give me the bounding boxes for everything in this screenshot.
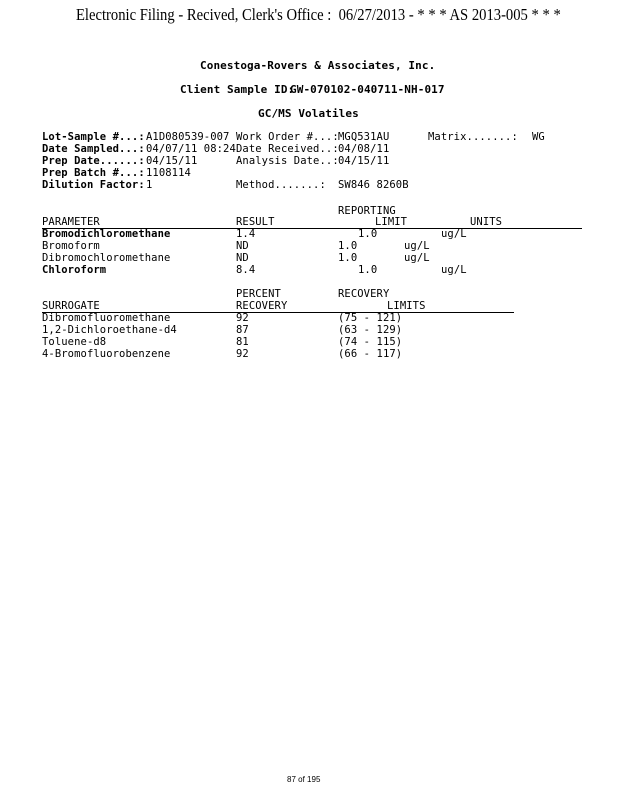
- parameter-name: Bromoform: [42, 240, 100, 252]
- col-result: RESULT: [236, 216, 275, 228]
- result-value: ND: [236, 240, 249, 252]
- date-received-value: 04/08/11: [338, 143, 390, 155]
- recovery-value: 92: [236, 348, 249, 360]
- col-percent-1: PERCENT: [236, 288, 281, 300]
- parameter-name: Chloroform: [42, 264, 107, 276]
- surrogate-name: Dibromofluoromethane: [42, 312, 171, 324]
- units-value: ug/L: [441, 228, 467, 240]
- surrogate-name: 1,2-Dichloroethane-d4: [42, 324, 177, 336]
- page-current: 87: [287, 775, 296, 784]
- client-sample-id: GW-070102-040711-NH-017: [290, 83, 445, 96]
- client-sample-label: Client Sample ID:: [180, 83, 295, 96]
- recovery-value: 92: [236, 312, 249, 324]
- filing-header: Electronic Filing - Recived, Clerk's Office : 06/27/2013 - * * * AS 2013-005 * * *: [76, 5, 561, 24]
- limit-value: 1.0: [338, 252, 358, 264]
- parameter-name: Bromodichloromethane: [42, 228, 171, 240]
- date-sampled-label: Date Sampled...:: [42, 143, 145, 155]
- parameter-name: Dibromochloromethane: [42, 252, 171, 264]
- recovery-value: 87: [236, 324, 249, 336]
- recovery-value: 81: [236, 336, 249, 348]
- lot-sample-label: Lot-Sample #...:: [42, 131, 145, 143]
- result-value: 1.4: [236, 228, 256, 240]
- col-units: UNITS: [470, 216, 503, 228]
- page-total: 195: [307, 775, 321, 784]
- col-percent-2: RECOVERY: [236, 300, 288, 312]
- lab-name: Conestoga-Rovers & Associates, Inc.: [200, 59, 436, 72]
- col-recovery-1: RECOVERY: [338, 288, 390, 300]
- work-order-label: Work Order #...:: [236, 131, 339, 143]
- col-recovery-2: LIMITS: [387, 300, 426, 312]
- limits-value: (66 - 117): [338, 348, 403, 360]
- date-received-label: Date Received..:: [236, 143, 339, 155]
- limits-value: (63 - 129): [338, 324, 403, 336]
- limit-value: 1.0: [358, 264, 378, 276]
- page-number: [287, 776, 320, 784]
- surrogate-name: Toluene-d8: [42, 336, 107, 348]
- surrogate-name: 4-Bromofluorobenzene: [42, 348, 171, 360]
- result-value: ND: [236, 252, 249, 264]
- dilution-value: 1: [146, 179, 153, 191]
- matrix-value: WG: [532, 131, 545, 143]
- analysis-date-value: 04/15/11: [338, 155, 390, 167]
- result-value: 8.4: [236, 264, 256, 276]
- limit-value: 1.0: [338, 240, 358, 252]
- page-of: of: [298, 775, 305, 784]
- limit-value: 1.0: [358, 228, 378, 240]
- analysis-date-label: Analysis Date..:: [236, 155, 339, 167]
- dilution-label: Dilution Factor:: [42, 179, 145, 191]
- col-reporting-1: REPORTING: [338, 205, 396, 217]
- prep-date-label: Prep Date......:: [42, 155, 145, 167]
- units-value: ug/L: [404, 240, 430, 252]
- col-reporting-2: LIMIT: [375, 216, 408, 228]
- col-parameter: PARAMETER: [42, 216, 100, 228]
- limits-value: (74 - 115): [338, 336, 403, 348]
- prep-batch-value: 1108114: [146, 167, 191, 179]
- matrix-label: Matrix.......:: [428, 131, 518, 143]
- date-sampled-value: 04/07/11 08:24: [146, 143, 236, 155]
- prep-batch-label: Prep Batch #...:: [42, 167, 145, 179]
- method-value: SW846 8260B: [338, 179, 409, 191]
- units-value: ug/L: [441, 264, 467, 276]
- method-title: GC/MS Volatiles: [258, 107, 359, 120]
- work-order-value: MGQ531AU: [338, 131, 390, 143]
- units-value: ug/L: [404, 252, 430, 264]
- method-label: Method.......:: [236, 179, 326, 191]
- col-surrogate: SURROGATE: [42, 300, 100, 312]
- limits-value: (75 - 121): [338, 312, 403, 324]
- lot-sample-value: A1D080539-007: [146, 131, 230, 143]
- prep-date-value: 04/15/11: [146, 155, 198, 167]
